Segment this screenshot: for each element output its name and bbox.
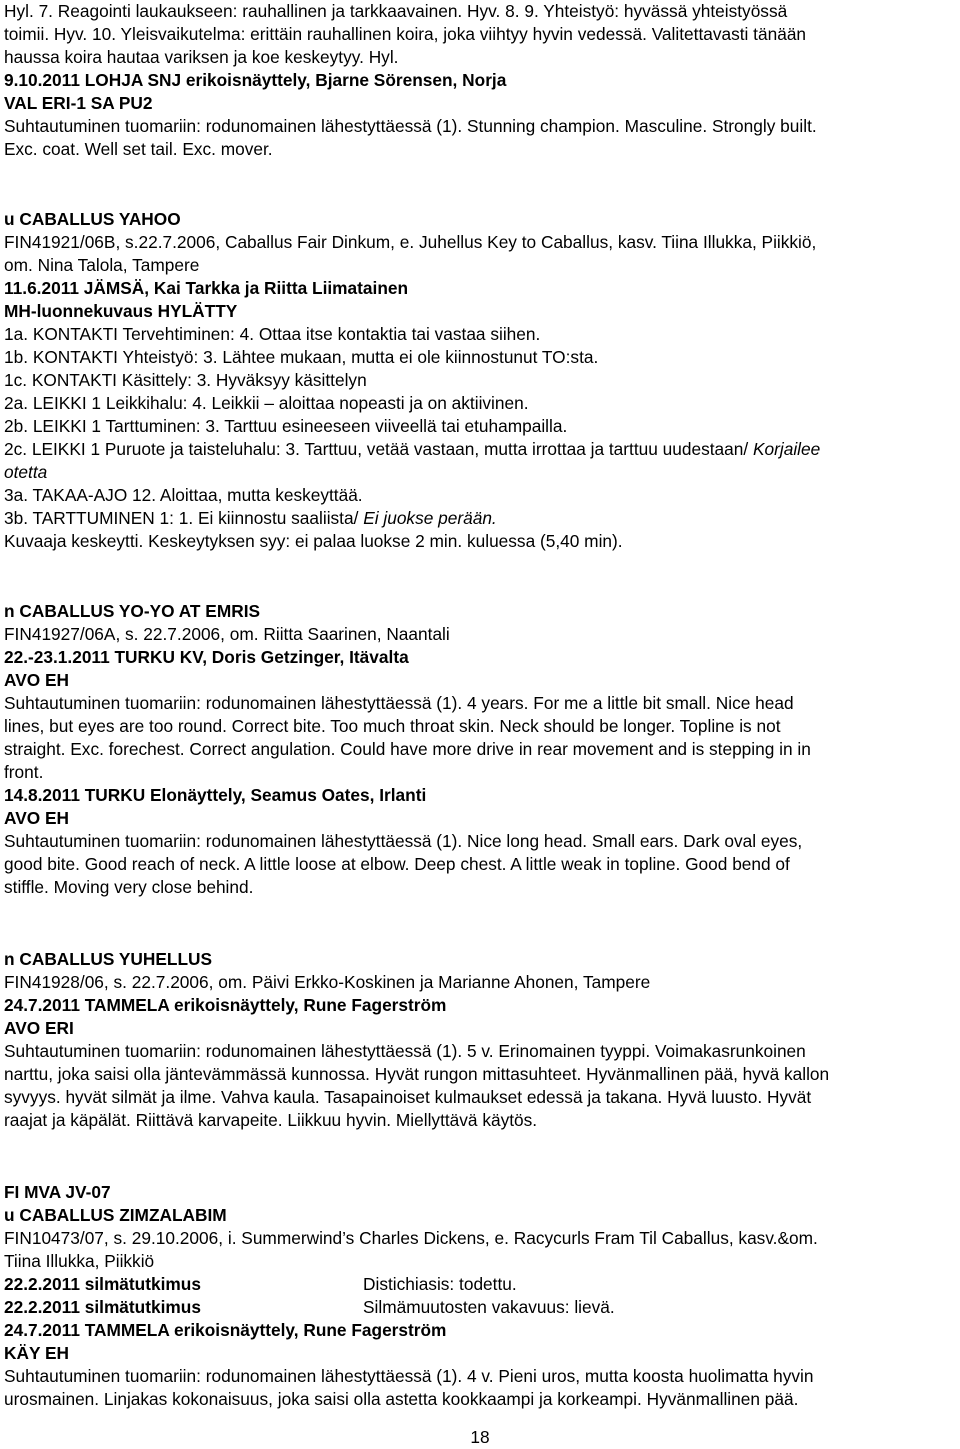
critique-line: stiffle. Moving very close behind. <box>4 877 254 897</box>
document-page <box>4 0 948 1411</box>
exam-label: 22.2.2011 silmätutkimus <box>4 1274 201 1294</box>
dog-info: FIN41928/06, s. 22.7.2006, om. Päivi Erkko-Koskinen ja Marianne Ahonen, Tampere <box>4 972 651 992</box>
test-item-italic: Ei juokse perään. <box>363 508 497 528</box>
critique-line: narttu, joka saisi olla jäntevämmässä kunnossa. Hyvät rungon mittasuhteet. Hyvänmallinen pää, hyvä kallon <box>4 1064 830 1084</box>
dog-name: n CABALLUS YO-YO AT EMRIS <box>4 601 261 621</box>
test-item: 1c. KONTAKTI Käsittely: 3. Hyväksyy käsittelyn <box>4 370 367 390</box>
text-line: haussa koira hautaa variksen ja koe keskeytyy. Hyl. <box>4 47 399 67</box>
critique-line: Exc. coat. Well set tail. Exc. mover. <box>4 139 273 159</box>
test-item <box>4 507 948 530</box>
critique-line: Suhtautuminen tuomariin: rodunomainen lähestyttäessä (1). 5 v. Erinomainen tyyppi. Voimakasrunkoinen <box>4 1041 806 1061</box>
critique-line: front. <box>4 762 44 782</box>
critique-line: Suhtautuminen tuomariin: rodunomainen lähestyttäessä (1). Stunning champion. Masculine. Strongly built. <box>4 116 817 136</box>
dog-name: u CABALLUS YAHOO <box>4 209 181 229</box>
show-heading: 9.10.2011 LOHJA SNJ erikoisnäyttely, Bjarne Sörensen, Norja <box>4 70 507 90</box>
text-line: Hyl. 7. Reagointi laukaukseen: rauhallinen ja tarkkaavainen. Hyv. 8. 9. Yhteistyö: hyvässä yhteistyössä <box>4 1 788 21</box>
test-item: 2b. LEIKKI 1 Tarttuminen: 3. Tarttuu esineeseen viiveellä tai etuhampailla. <box>4 416 568 436</box>
test-item-text: 3b. TARTTUMINEN 1: 1. Ei kiinnostu saaliista/ <box>4 508 364 528</box>
show-heading: 24.7.2011 TAMMELA erikoisnäyttely, Rune Fagerström <box>4 995 447 1015</box>
show-result: AVO EH <box>4 670 69 690</box>
test-item-text: 2c. LEIKKI 1 Puruote ja taisteluhalu: 3. Tarttuu, vetää vastaan, mutta irrottaa ja tarttuu uudestaan/ <box>4 439 753 459</box>
dog-title: FI MVA JV-07 <box>4 1182 111 1202</box>
critique-line: lines, but eyes are too round. Correct bite. Too much throat skin. Neck should be longer. Topline is not <box>4 716 781 736</box>
show-result: AVO EH <box>4 808 69 828</box>
dog-info: FIN41927/06A, s. 22.7.2006, om. Riitta Saarinen, Naantali <box>4 624 450 644</box>
critique-line: Suhtautuminen tuomariin: rodunomainen lähestyttäessä (1). 4 years. For me a little bit small. Nice head <box>4 693 794 713</box>
dog-info: FIN41921/06B, s.22.7.2006, Caballus Fair Dinkum, e. Juhellus Key to Caballus, kasv. Tiina Illukka, Piikkiö, <box>4 232 817 252</box>
show-result: VAL ERI-1 SA PU2 <box>4 93 153 113</box>
show-heading: 14.8.2011 TURKU Elonäyttely, Seamus Oates, Irlanti <box>4 785 427 805</box>
critique-line: raajat ja käpälät. Riittävä karvapeite. Liikkuu hyvin. Miellyttävä käytös. <box>4 1110 538 1130</box>
test-final: Kuvaaja keskeytti. Keskeytyksen syy: ei palaa luokse 2 min. kuluessa (5,40 min). <box>4 531 623 551</box>
test-item-continuation: otetta <box>4 462 48 482</box>
test-item: 1b. KONTAKTI Yhteistyö: 3. Lähtee mukaan, mutta ei ole kiinnostunut TO:sta. <box>4 347 599 367</box>
exam-row <box>4 1273 948 1296</box>
page-number: 18 <box>470 1427 490 1447</box>
show-heading: 22.-23.1.2011 TURKU KV, Doris Getzinger, Itävalta <box>4 647 409 667</box>
exam-label: 22.2.2011 silmätutkimus <box>4 1297 201 1317</box>
test-item: 2a. LEIKKI 1 Leikkihalu: 4. Leikkii – aloittaa nopeasti ja on aktiivinen. <box>4 393 529 413</box>
show-result: KÄY EH <box>4 1343 69 1363</box>
exam-value: Silmämuutosten vakavuus: lievä. <box>363 1297 615 1317</box>
critique-line: straight. Exc. forechest. Correct angulation. Could have more drive in rear movement and is stepping in in <box>4 739 811 759</box>
show-heading: 11.6.2011 JÄMSÄ, Kai Tarkka ja Riitta Liimatainen <box>4 278 409 298</box>
critique-line: urosmainen. Linjakas kokonaisuus, joka saisi olla astetta kookkaampi ja korkeampi. Hyvänmallinen pää. <box>4 1389 799 1409</box>
exam-row <box>4 1296 948 1319</box>
show-heading: 24.7.2011 TAMMELA erikoisnäyttely, Rune Fagerström <box>4 1320 447 1340</box>
test-item-italic: Korjailee <box>752 439 821 459</box>
dog-info: Tiina Illukka, Piikkiö <box>4 1251 155 1271</box>
show-result: AVO ERI <box>4 1018 74 1038</box>
dog-name: n CABALLUS YUHELLUS <box>4 949 213 969</box>
critique-line: Suhtautuminen tuomariin: rodunomainen lähestyttäessä (1). 4 v. Pieni uros, mutta koosta huolimatta hyvin <box>4 1366 814 1386</box>
dog-name: u CABALLUS ZIMZALABIM <box>4 1205 227 1225</box>
text-line: toimii. Hyv. 10. Yleisvaikutelma: erittäin rauhallinen koira, joka viihtyy hyvin vedessä. Valitettavasti tänään <box>4 24 807 44</box>
critique-line: Suhtautuminen tuomariin: rodunomainen lähestyttäessä (1). Nice long head. Small ears. Dark oval eyes, <box>4 831 803 851</box>
test-item: 1a. KONTAKTI Tervehtiminen: 4. Ottaa itse kontaktia tai vastaa siihen. <box>4 324 541 344</box>
test-item <box>4 438 948 461</box>
critique-line: good bite. Good reach of neck. A little loose at elbow. Deep chest. A little weak in topline. Good bend of <box>4 854 790 874</box>
critique-line: syvyys. hyvät silmät ja ilme. Vahva kaula. Tasapainoiset kulmaukset edessä ja takana. Hyvä luusto. Hyvät <box>4 1087 812 1107</box>
show-result: MH-luonnekuvaus HYLÄTTY <box>4 301 238 321</box>
dog-info: om. Nina Talola, Tampere <box>4 255 200 275</box>
dog-info: FIN10473/07, s. 29.10.2006, i. Summerwind’s Charles Dickens, e. Racycurls Fram Til Caballus, kasv.&om. <box>4 1228 818 1248</box>
exam-value: Distichiasis: todettu. <box>363 1274 517 1294</box>
test-item: 3a. TAKAA-AJO 12. Aloittaa, mutta keskeyttää. <box>4 485 363 505</box>
